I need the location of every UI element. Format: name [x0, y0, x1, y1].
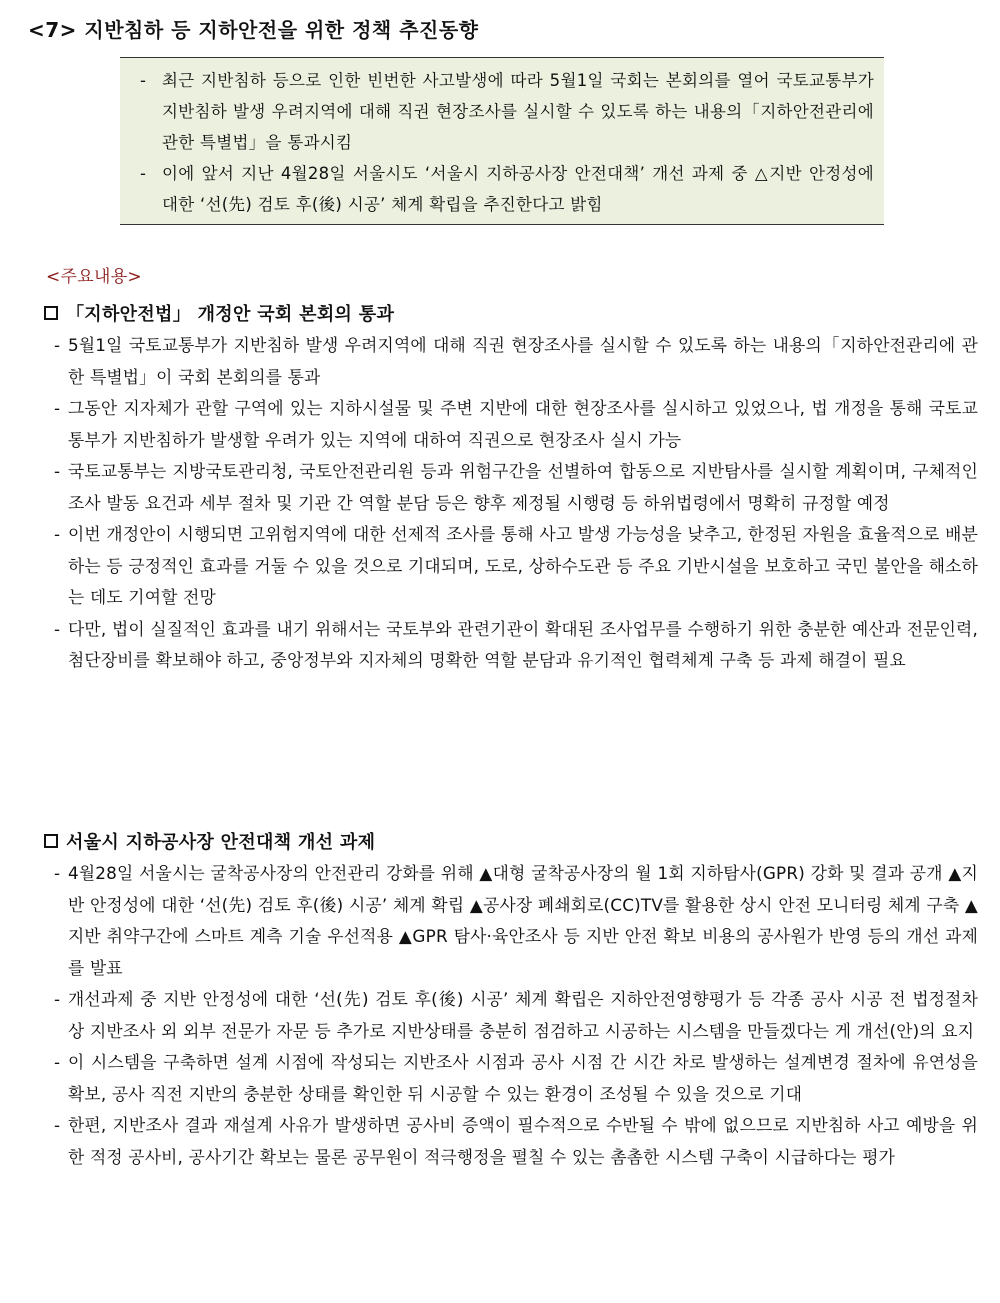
list-item [38, 393, 978, 456]
bullet-list [38, 858, 978, 1173]
bullet-text: 이번 개정안이 시행되면 고위험지역에 대한 선제적 조사를 통해 사고 발생 가능성을 낮추고, 한정된 자원을 효율적으로 배분하는 등 긍정적인 효과를 거둘 수 있을 것으로 기대되며, 도로, 상하수도관 등 주요 기반시설을 보호하고 국민 불안을 해소하는 데도 기여할 전망 [68, 524, 978, 607]
dash-marker: - [54, 335, 61, 355]
summary-box [120, 57, 884, 225]
section-underground-safety-act [38, 296, 978, 677]
summary-item [138, 65, 874, 158]
section-heading [38, 824, 978, 858]
bullet-text: 그동안 지자체가 관할 구역에 있는 지하시설물 및 주변 지반에 대한 현장조사를 실시하고 있었으나, 법 개정을 통해 국토교통부가 지반침하가 발생할 우려가 있는 지역에 대하여 직권으로 현장조사 실시 가능 [68, 398, 978, 450]
dash-marker: - [54, 398, 61, 418]
list-item [38, 1047, 978, 1110]
dash-marker: - [54, 863, 61, 883]
bullet-text: 한편, 지반조사 결과 재설계 사유가 발생하면 공사비 증액이 필수적으로 수반될 수 밖에 없으므로 지반침하 사고 예방을 위한 적정 공사비, 공사기간 확보는 물론 공무원이 적극행정을 펼칠 수 있는 촘촘한 시스템 구축이 시급하다는 평가 [68, 1115, 978, 1167]
list-item [38, 1110, 978, 1173]
section-heading-text: 서울시 지하공사장 안전대책 개선 과제 [66, 832, 376, 853]
bullet-text: 5월1일 국토교통부가 지반침하 발생 우려지역에 대해 직권 현장조사를 실시할 수 있도록 하는 내용의「지하안전관리에 관한 특별법」이 국회 본회의를 통과 [68, 335, 978, 387]
section-seoul-safety-measures [38, 824, 978, 1173]
dash-marker: - [54, 989, 61, 1009]
bullet-text: 다만, 법이 실질적인 효과를 내기 위해서는 국토부와 관련기관이 확대된 조사업무를 수행하기 위한 충분한 예산과 전문인력, 첨단장비를 확보해야 하고, 중앙정부와 지자체의 명확한 역할 분담과 유기적인 협력체계 구축 등 과제 해결이 필요 [68, 618, 978, 670]
dash-marker: - [54, 524, 61, 544]
list-item [38, 984, 978, 1047]
summary-text: 최근 지반침하 등으로 인한 빈번한 사고발생에 따라 5월1일 국회는 본회의를 열어 국토교통부가 지반침하 발생 우려지역에 대해 직권 현장조사를 실시할 수 있도록 하는 내용의「지하안전관리에 관한 특별법」을 통과시킴 [162, 71, 874, 152]
list-item [38, 858, 978, 984]
dash-marker: - [54, 1052, 61, 1072]
key-content-label: <주요내용> [46, 267, 142, 287]
dash-marker: - [140, 164, 147, 183]
bullet-list [38, 330, 978, 677]
dash-marker: - [54, 461, 61, 481]
list-item [38, 330, 978, 393]
bullet-text: 개선과제 중 지반 안정성에 대한 ‘선(先) 검토 후(後) 시공’ 체계 확립은 지하안전영향평가 등 각종 공사 시공 전 법정절차 상 지반조사 외 외부 전문가 자문 등 추가로 지반상태를 충분히 점검하고 시공하는 시스템을 만들겠다는 게 개선(안)의 요지 [68, 989, 978, 1041]
bullet-text: 이 시스템을 구축하면 설계 시점에 작성되는 지반조사 시점과 공사 시점 간 시간 차로 발생하는 설계변경 절차에 유연성을 확보, 공사 직전 지반의 충분한 상태를 확인한 뒤 시공할 수 있는 환경이 조성될 수 있을 것으로 기대 [68, 1052, 978, 1104]
page-title: <7> 지반침하 등 지하안전을 위한 정책 추진동향 [28, 18, 479, 42]
dash-marker: - [140, 71, 147, 90]
section-heading-text: 「지하안전법」 개정안 국회 본회의 통과 [66, 304, 395, 325]
section-heading [38, 296, 978, 330]
summary-item [138, 158, 874, 220]
bullet-text: 4월28일 서울시는 굴착공사장의 안전관리 강화를 위해 ▲대형 굴착공사장의 월 1회 지하탐사(GPR) 강화 및 결과 공개 ▲지반 안정성에 대한 ‘선(先) 검토 후(後) 시공’ 체계 확립 ▲공사장 폐쇄회로(CC)TV를 활용한 상시 안전 모니터링 체계 구축 ▲지반 취약구간에 스마트 계측 기술 우선적용 ▲GPR 탐사·육안조사 등 지반 안전 확보 비용의 공사원가 반영 등의 개선 과제를 발표 [68, 863, 978, 978]
bullet-text: 국토교통부는 지방국토관리청, 국토안전관리원 등과 위험구간을 선별하여 합동으로 지반탐사를 실시할 계획이며, 구체적인 조사 발동 요건과 세부 절차 및 기관 간 역할 분담 등은 향후 제정될 시행령 등 하위법령에서 명확히 규정할 예정 [68, 461, 978, 513]
dash-marker: - [54, 618, 61, 639]
list-item [38, 456, 978, 519]
checkbox-square-icon [44, 306, 58, 320]
list-item [38, 519, 978, 614]
list-item [38, 614, 978, 677]
dash-marker: - [54, 1115, 61, 1135]
summary-text: 이에 앞서 지난 4월28일 서울시도 ‘서울시 지하공사장 안전대책’ 개선 과제 중 △지반 안정성에 대한 ‘선(先) 검토 후(後) 시공’ 체계 확립을 추진한다고 밝힘 [162, 164, 875, 214]
checkbox-square-icon [44, 834, 58, 848]
